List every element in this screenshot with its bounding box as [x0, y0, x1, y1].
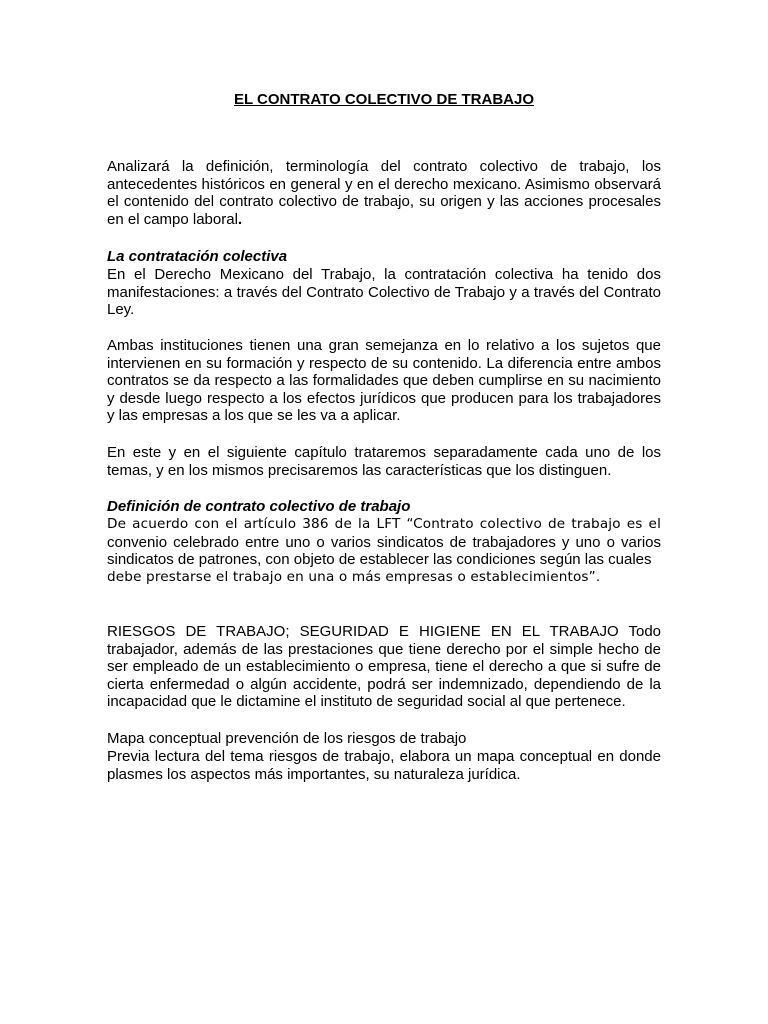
paragraph-previa-lectura: Previa lectura del tema riesgos de trabajo, elabora un mapa conceptual en donde plasmes los aspectos más importantes, su naturaleza jurídica.	[107, 748, 661, 783]
mapa-conceptual-line: Mapa conceptual prevención de los riesgos de trabajo	[107, 730, 467, 747]
definition-quote	[107, 516, 661, 586]
intro-end-mark: .	[237, 210, 243, 228]
intro-paragraph	[107, 158, 661, 228]
quote-line-4: debe prestarse el trabajo en una o más empresas o establecimientos”.	[107, 568, 601, 585]
quote-lines-2-3: convenio celebrado entre uno o varios sindicatos de trabajadores y uno o varios sindicatos de patrones, con objeto de establecer las condiciones según las cuales	[107, 533, 661, 568]
paragraph-siguiente-capitulo: En este y en el siguiente capítulo trataremos separadamente cada uno de los temas, y en los mismos precisaremos las características que los distinguen.	[107, 444, 661, 479]
quote-line-1: De acuerdo con el artículo 386 de la LFT “Contrato colectivo de trabajo es el	[107, 516, 661, 532]
intro-text: Analizará la definición, terminología del contrato colectivo de trabajo, los antecedentes históricos en general y en el derecho mexicano. Asimismo observará el contenido del contrato colectivo de trabajo, su origen y las acciones procesales en el campo laboral	[107, 158, 661, 228]
section-heading-contratacion: La contratación colectiva	[107, 248, 288, 265]
section-heading-definicion: Definición de contrato colectivo de trabajo	[107, 498, 411, 515]
paragraph-riesgos-trabajo: RIESGOS DE TRABAJO; SEGURIDAD E HIGIENE EN EL TRABAJO Todo trabajador, además de las prestaciones que tiene derecho por el simple hecho de ser empleado de un establecimiento o empresa, tiene el derecho a que si sufre de cierta enfermedad o algún accidente, podrá ser indemnizado, dependiendo de la incapacidad que le dictamine el instituto de seguridad social al que pertenece.	[107, 623, 661, 710]
document-title: EL CONTRATO COLECTIVO DE TRABAJO	[233, 91, 534, 108]
paragraph-derecho-mexicano: En el Derecho Mexicano del Trabajo, la contratación colectiva ha tenido dos manifestaciones: a través del Contrato Colectivo de Trabajo y a través del Contrato Ley.	[107, 266, 661, 318]
paragraph-ambas-instituciones: Ambas instituciones tienen una gran semejanza en lo relativo a los sujetos que intervienen en su formación y respecto de su contenido. La diferencia entre ambos contratos se da respecto a las formalidades que deben cumplirse en su nacimiento y desde luego respecto a los efectos jurídicos que producen para los trabajadores y las empresas a los que se les va a aplicar.	[107, 337, 661, 424]
